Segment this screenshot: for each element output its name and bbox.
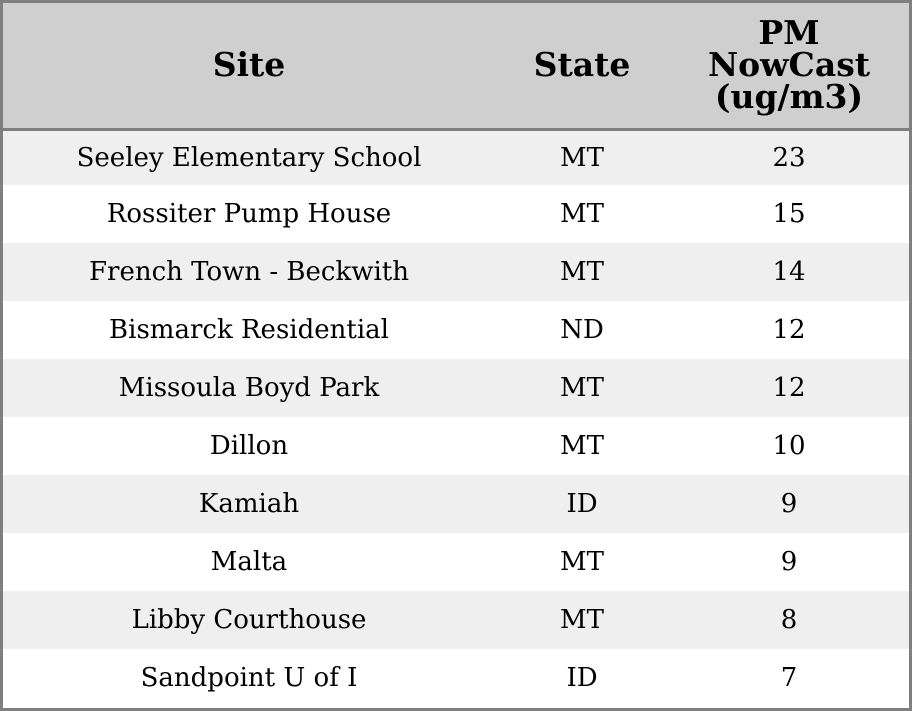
state-cell: MT — [560, 547, 604, 577]
column-header-pm-nowcast: PM NowCast (ug/m3) — [669, 3, 909, 129]
table-row — [3, 475, 909, 533]
state-cell: ND — [560, 315, 604, 345]
site-cell: Bismarck Residential — [109, 315, 389, 345]
state-cell: MT — [560, 142, 604, 173]
pm-cell: 14 — [772, 257, 806, 287]
state-cell: MT — [560, 431, 604, 461]
column-header-site: Site — [3, 3, 495, 129]
pm-cell: 12 — [772, 315, 806, 345]
table-row — [3, 185, 909, 243]
table-row — [3, 129, 909, 185]
site-cell: Missoula Boyd Park — [118, 373, 380, 403]
site-cell: Sandpoint U of I — [140, 663, 358, 693]
header-row — [3, 3, 909, 129]
pm-cell: 23 — [772, 142, 806, 173]
site-cell: Dillon — [209, 431, 289, 461]
pm-cell: 9 — [780, 489, 798, 519]
pm-nowcast-table — [3, 3, 909, 707]
pm-cell: 7 — [780, 663, 798, 693]
state-cell: MT — [560, 373, 604, 403]
table-row — [3, 533, 909, 591]
pm-cell: 8 — [780, 605, 798, 635]
site-cell: French Town - Beckwith — [88, 257, 410, 287]
state-cell: ID — [566, 489, 598, 519]
table-row — [3, 301, 909, 359]
pm-cell: 12 — [772, 373, 806, 403]
pm-cell: 15 — [772, 199, 806, 229]
site-cell: Libby Courthouse — [131, 605, 367, 635]
column-header-state: State — [495, 3, 669, 129]
state-cell: MT — [560, 199, 604, 229]
table-row — [3, 417, 909, 475]
pm-cell: 9 — [780, 547, 798, 577]
table-row — [3, 243, 909, 301]
state-cell: MT — [560, 605, 604, 635]
site-cell: Rossiter Pump House — [106, 199, 392, 229]
table-row — [3, 591, 909, 649]
table-header — [3, 3, 909, 129]
site-cell: Seeley Elementary School — [76, 142, 422, 173]
table-row — [3, 649, 909, 707]
site-cell: Kamiah — [198, 489, 300, 519]
table-body — [3, 129, 909, 707]
state-cell: MT — [560, 257, 604, 287]
site-cell: Malta — [210, 547, 288, 577]
pm-cell: 10 — [772, 431, 806, 461]
state-cell: ID — [566, 663, 598, 693]
table-row — [3, 359, 909, 417]
